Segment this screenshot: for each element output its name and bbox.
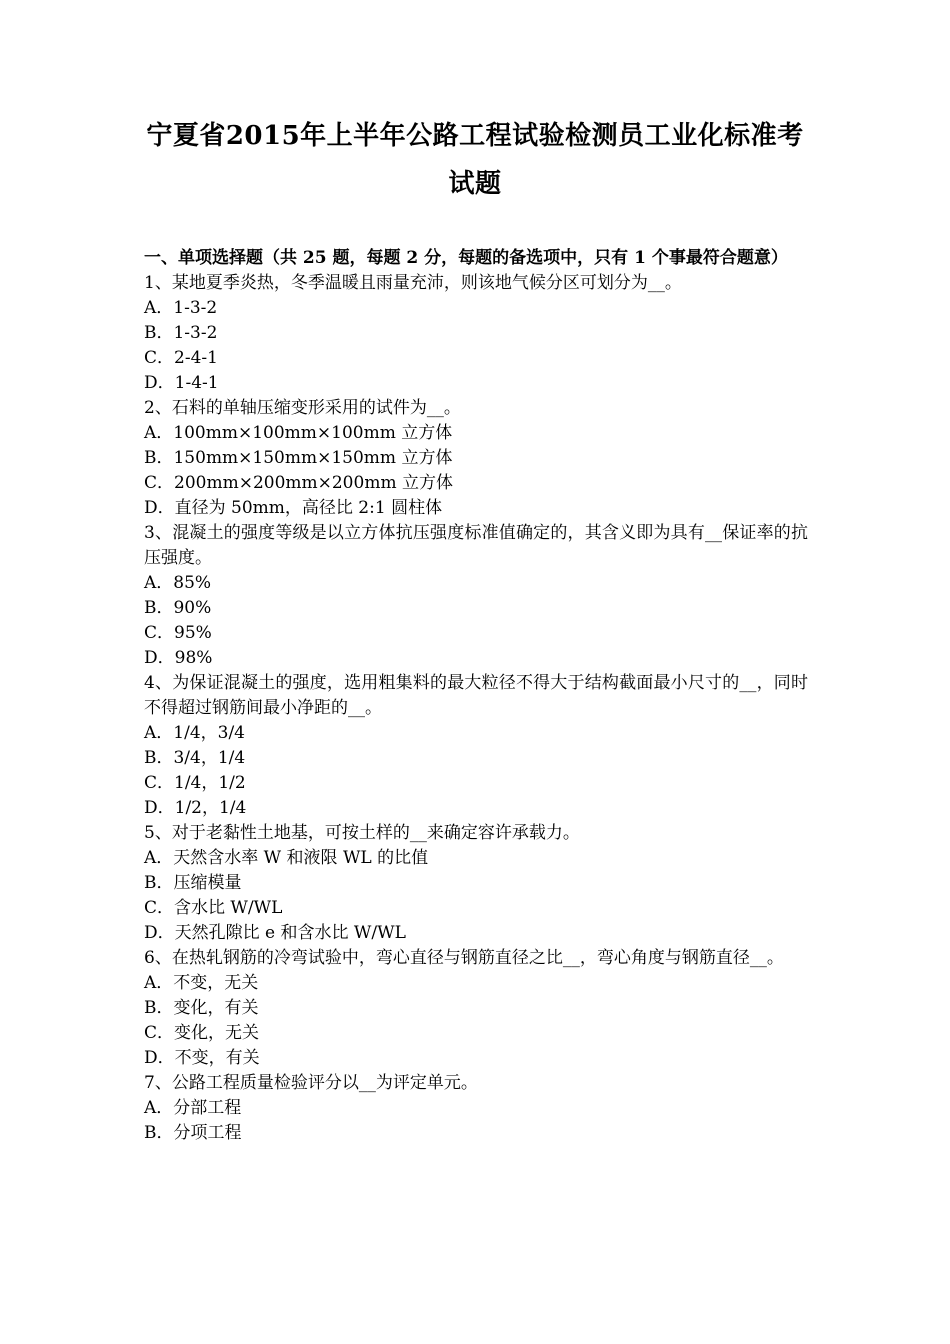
document-body — [144, 246, 808, 1146]
question-stem: 5、对于老黏性土地基，可按土样的__来确定容许承载力。 — [144, 823, 580, 843]
option-b: B．3/4，1/4 — [144, 748, 246, 768]
question-5 — [144, 821, 808, 946]
option-a: A．100mm×100mm×100mm 立方体 — [144, 423, 453, 443]
option-d: D．1-4-1 — [144, 373, 219, 393]
question-stem: 6、在热轧钢筋的冷弯试验中，弯心直径与钢筋直径之比__，弯心角度与钢筋直径__。 — [144, 948, 784, 968]
option-d: D．1/2，1/4 — [144, 798, 247, 818]
question-4 — [144, 671, 808, 821]
question-3 — [144, 521, 808, 671]
option-c: C．含水比 W/WL — [144, 898, 283, 918]
question-stem: 2、石料的单轴压缩变形采用的试件为__。 — [144, 398, 461, 418]
question-1 — [144, 271, 808, 396]
question-7 — [144, 1071, 808, 1146]
option-b: B．压缩模量 — [144, 873, 242, 893]
question-6 — [144, 946, 808, 1071]
option-d: D．直径为 50mm，高径比 2:1 圆柱体 — [144, 498, 443, 518]
option-a: A．1-3-2 — [144, 298, 218, 318]
option-b: B．90% — [144, 598, 212, 618]
question-stem: 3、混凝土的强度等级是以立方体抗压强度标准值确定的，其含义即为具有__保证率的抗压强度。 — [144, 523, 808, 568]
option-b: B．150mm×150mm×150mm 立方体 — [144, 448, 453, 468]
option-b: B．变化，有关 — [144, 998, 259, 1018]
question-stem: 7、公路工程质量检验评分以__为评定单元。 — [144, 1073, 478, 1093]
option-c: C．95% — [144, 623, 212, 643]
option-c: C．变化，无关 — [144, 1023, 260, 1043]
option-b: B．分项工程 — [144, 1123, 242, 1143]
option-c: C．1/4，1/2 — [144, 773, 246, 793]
option-a: A．天然含水率 W 和液限 WL 的比值 — [144, 848, 429, 868]
option-c: C．200mm×200mm×200mm 立方体 — [144, 473, 453, 493]
question-stem: 4、为保证混凝土的强度，选用粗集料的最大粒径不得大于结构截面最小尺寸的__，同时不得超过钢筋间最小净距的__。 — [144, 673, 808, 718]
option-a: A．1/4，3/4 — [144, 723, 245, 743]
question-stem: 1、某地夏季炎热，冬季温暖且雨量充沛，则该地气候分区可划分为__。 — [144, 273, 682, 293]
option-d: D．98% — [144, 648, 213, 668]
section-heading: 一、单项选择题（共 25 题，每题 2 分，每题的备选项中，只有 1 个事最符合题意） — [144, 248, 788, 268]
option-a: A．不变，无关 — [144, 973, 259, 993]
option-d: D．天然孔隙比 e 和含水比 W/WL — [144, 923, 406, 943]
option-d: D．不变，有关 — [144, 1048, 260, 1068]
question-2 — [144, 396, 808, 521]
document-title: 宁夏省2015年上半年公路工程试验检测员工业化标准考试题 — [146, 121, 804, 199]
option-a: A．分部工程 — [144, 1098, 242, 1118]
option-c: C．2-4-1 — [144, 348, 218, 368]
option-a: A．85% — [144, 573, 212, 593]
option-b: B．1-3-2 — [144, 323, 218, 343]
